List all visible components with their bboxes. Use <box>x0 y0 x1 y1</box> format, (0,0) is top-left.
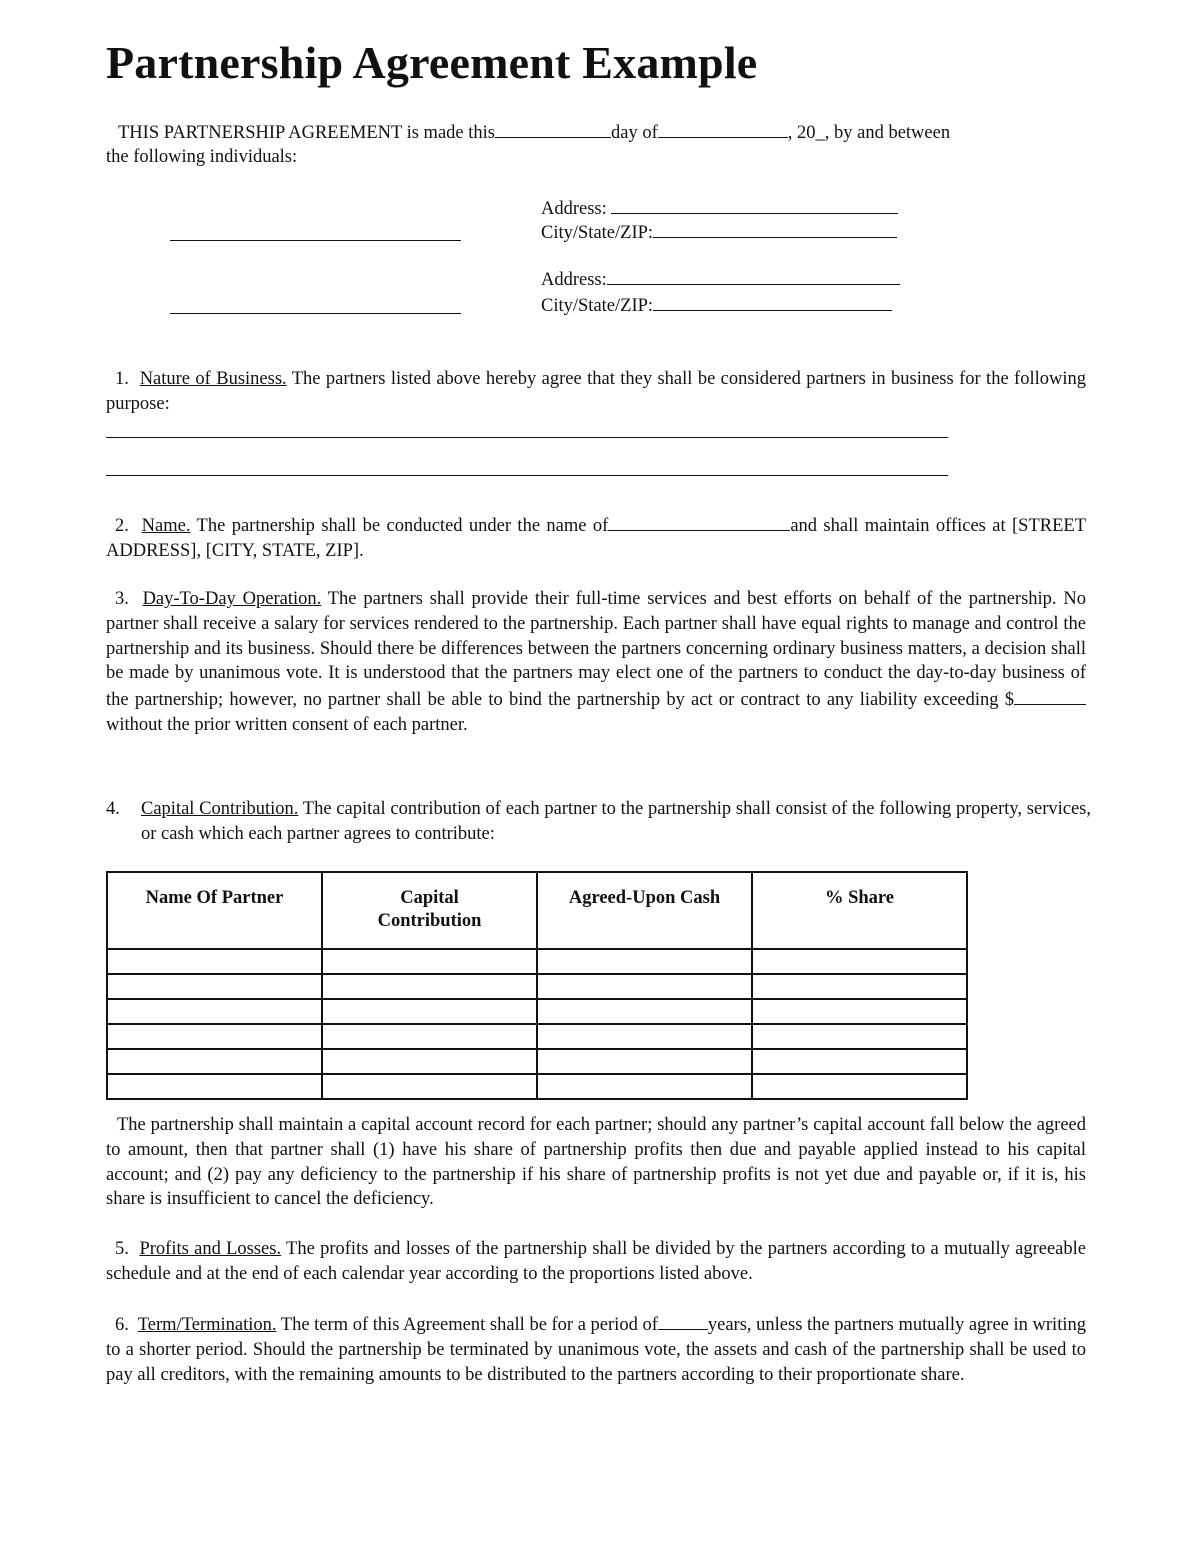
section-3-text-after: without the prior written consent of each partner. <box>106 714 468 735</box>
table-row <box>107 974 967 999</box>
header-name-of-partner: Name Of Partner <box>107 872 322 949</box>
section-6-number: 6. <box>115 1315 129 1335</box>
table-cell[interactable] <box>107 974 322 999</box>
liability-amount-blank[interactable] <box>1014 686 1086 705</box>
capital-contribution-table <box>106 871 968 1100</box>
section-1-text: The partners listed above hereby agree that they shall be considered partners in business for the following purpose: <box>106 369 1087 414</box>
section-name <box>106 512 1086 564</box>
table-cell[interactable] <box>537 1024 752 1049</box>
section-term-termination <box>106 1311 1086 1387</box>
table-cell[interactable] <box>537 1074 752 1099</box>
header-capital-contribution-text: Capital Contribution <box>377 888 482 931</box>
partner-2-city-label: City/State/ZIP: <box>541 296 654 316</box>
partner-1-address <box>541 195 898 222</box>
table-row <box>107 999 967 1024</box>
purpose-blank-2[interactable] <box>106 475 948 476</box>
section-profits-and-losses <box>106 1237 1086 1287</box>
table-cell[interactable] <box>322 1074 537 1099</box>
section-3-number: 3. <box>115 589 129 609</box>
table-row <box>107 1024 967 1049</box>
section-6-text-after: years, unless the partners mutually agree in writing to a shorter period. Should the partnership be terminated by unanimous vote, the assets and cash of the partnership shall be used to pay all creditors, with the remaining amounts to be distributed to the partners according to their proportionate share. <box>106 1315 1086 1385</box>
table-cell[interactable] <box>537 999 752 1024</box>
header-capital-contribution <box>322 872 537 949</box>
header-percent-share: % Share <box>752 872 967 949</box>
partner-1-city-blank[interactable] <box>653 219 897 238</box>
section-2-text-after: and shall maintain offices at [STREET ADDRESS], [CITY, STATE, ZIP]. <box>106 516 1087 561</box>
table-cell[interactable] <box>322 949 537 974</box>
partner-2-address-label: Address: <box>541 270 607 290</box>
section-3-text-before: The partners shall provide their full-time services and best efforts on behalf of the partnership. No partner shall receive a salary for services rendered to the partnership. Each partner shall have equal rights to manage and control the partnership and its business. Should there be differences between the partners concerning ordinary business matters, a decision shall be made by unanimous vote. It is understood that the partners may elect one of the partners to conduct the day-to-day business of the partnership; however, no partner shall be able to bind the partnership by act or contract to any liability exceeding $ <box>106 589 1087 711</box>
section-4-text: The capital contribution of each partner to the partnership shall consist of the following property, services, or cash which each partner agrees to contribute: <box>141 799 1092 844</box>
intro-text-3: , 20_, by and between <box>787 123 951 143</box>
section-6-heading: Term/Termination. <box>137 1315 277 1335</box>
partnership-name-blank[interactable] <box>608 512 790 531</box>
table-cell[interactable] <box>107 999 322 1024</box>
table-cell[interactable] <box>322 999 537 1024</box>
section-1-number: 1. <box>115 369 129 389</box>
partner-2-city <box>541 292 892 319</box>
intro-line <box>118 119 950 146</box>
partner-2-address-blank[interactable] <box>607 266 900 285</box>
section-1-heading: Nature of Business. <box>139 369 287 389</box>
partner-1-city <box>541 219 897 246</box>
intro-text-2: day of <box>610 123 658 143</box>
section-day-to-day-operation <box>106 587 1086 738</box>
table-cell[interactable] <box>537 949 752 974</box>
table-cell[interactable] <box>752 1049 967 1074</box>
table-header-row <box>107 872 967 949</box>
partner-2-address <box>541 266 900 293</box>
section-capital-contribution <box>141 797 1091 847</box>
table-cell[interactable] <box>322 1049 537 1074</box>
partner-2-city-blank[interactable] <box>653 292 892 311</box>
purpose-blank-1[interactable] <box>106 437 948 438</box>
section-5-number: 5. <box>115 1239 129 1259</box>
table-body <box>107 949 967 1099</box>
section-2-number: 2. <box>115 516 129 536</box>
section-5-heading: Profits and Losses. <box>139 1239 282 1259</box>
intro-line-2: the following individuals: <box>106 147 298 167</box>
table-row <box>107 949 967 974</box>
section-nature-of-business <box>106 367 1086 417</box>
table-cell[interactable] <box>107 1074 322 1099</box>
section-2-text-before: The partnership shall be conducted under the name of <box>190 516 609 536</box>
table-cell[interactable] <box>752 1074 967 1099</box>
section-6-text-before: The term of this Agreement shall be for a period of <box>276 1315 658 1335</box>
table-cell[interactable] <box>752 1024 967 1049</box>
table-row <box>107 1049 967 1074</box>
capital-account-paragraph: The partnership shall maintain a capital account record for each partner; should any partner’s capital account fall below the agreed to amount, then that partner shall (1) have his share of partnership profits then due and payable applied instead to his capital account; and (2) pay any deficiency to the partnership if his share of partnership profits is not yet due and payable or, if it is, his share is insufficient to cancel the deficiency. <box>106 1115 1086 1210</box>
table-cell[interactable] <box>752 999 967 1024</box>
table-cell[interactable] <box>537 1049 752 1074</box>
partner-1-address-label: Address: <box>541 199 607 219</box>
section-4-number: 4. <box>106 799 120 819</box>
table-cell[interactable] <box>752 974 967 999</box>
section-4-heading: Capital Contribution. <box>141 799 299 819</box>
partner-1-city-label: City/State/ZIP: <box>541 223 654 243</box>
section-3-heading: Day-To-Day Operation. <box>142 589 322 609</box>
page-title: Partnership Agreement Example <box>106 37 758 88</box>
header-agreed-upon-cash: Agreed-Upon Cash <box>537 872 752 949</box>
day-blank[interactable] <box>495 119 611 138</box>
section-5-text: The profits and losses of the partnership shall be divided by the partners according to a mutually agreeable schedule and at the end of each calendar year according to the proportions listed above. <box>106 1239 1086 1284</box>
table-cell[interactable] <box>107 949 322 974</box>
table-cell[interactable] <box>107 1024 322 1049</box>
section-2-heading: Name. <box>141 516 191 536</box>
partner-2-name-blank[interactable] <box>170 313 461 314</box>
partner-1-name-blank[interactable] <box>170 240 461 241</box>
table-cell[interactable] <box>322 974 537 999</box>
month-blank[interactable] <box>658 119 788 138</box>
table-cell[interactable] <box>322 1024 537 1049</box>
table-row <box>107 1074 967 1099</box>
intro-text-1: THIS PARTNERSHIP AGREEMENT is made this <box>118 123 495 143</box>
partner-1-address-blank[interactable] <box>611 195 898 214</box>
term-years-blank[interactable] <box>658 1311 708 1330</box>
table-cell[interactable] <box>752 949 967 974</box>
table-cell[interactable] <box>107 1049 322 1074</box>
table-cell[interactable] <box>537 974 752 999</box>
